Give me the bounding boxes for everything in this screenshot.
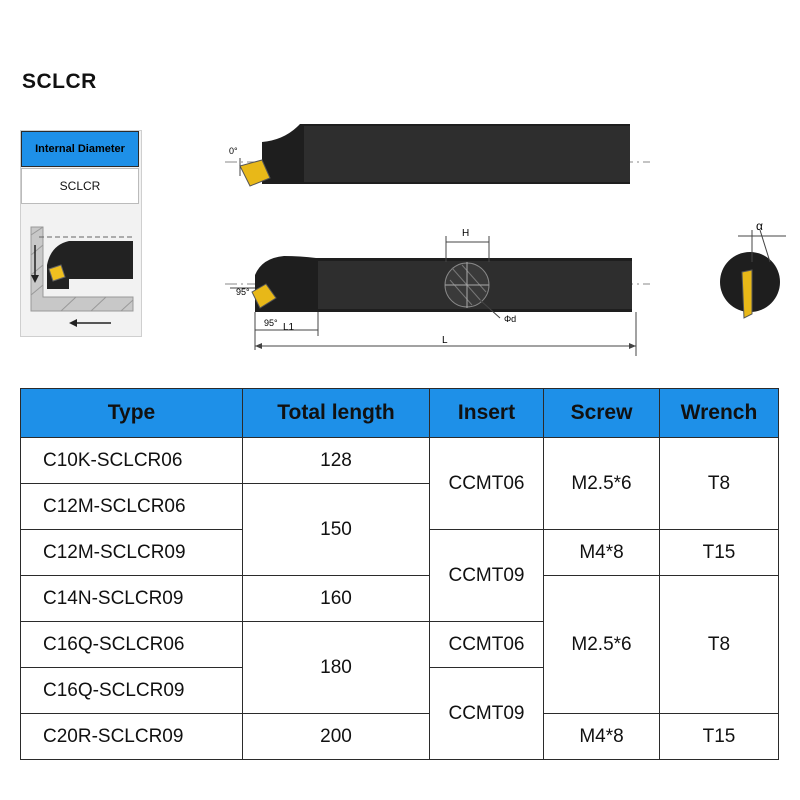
insert-cell: CCMT09 [430,668,544,760]
table-header-row [21,389,779,438]
card-subtitle: SCLCR [21,168,139,204]
page-title: SCLCR [22,70,97,93]
tool-holder-drawing [0,0,800,380]
length-cell: 128 [243,438,430,484]
table-row [21,438,779,484]
card-header: Internal Diameter [21,131,139,167]
wrench-cell: T8 [660,576,779,714]
header-wrench: Wrench [660,389,779,438]
screw-cell: M2.5*6 [544,576,660,714]
h-dimension-label: H [462,228,470,239]
wrench-cell: T15 [660,714,779,760]
diameter-label: Φd [504,314,517,324]
type-cell: C12M-SCLCR09 [21,530,243,576]
type-cell: C16Q-SCLCR09 [21,668,243,714]
type-cell: C20R-SCLCR09 [21,714,243,760]
type-cell: C14N-SCLCR09 [21,576,243,622]
top-angle-label: 0° [229,146,238,156]
screw-cell: M4*8 [544,530,660,576]
table-row [21,576,779,622]
bottom-angle-label: 95° [264,318,278,328]
header-type: Type [21,389,243,438]
side-angle-label: 95° [236,287,250,297]
screw-cell: M2.5*6 [544,438,660,530]
length-cell: 180 [243,622,430,714]
insert-cell: CCMT06 [430,438,544,530]
length-cell: 160 [243,576,430,622]
spec-table [20,388,779,760]
length-cell: 200 [243,714,430,760]
header-screw: Screw [544,389,660,438]
header-total-length: Total length [243,389,430,438]
type-cell: C10K-SCLCR06 [21,438,243,484]
table-row [21,714,779,760]
l1-dimension-label: L1 [283,322,295,333]
screw-cell: M4*8 [544,714,660,760]
type-cell: C16Q-SCLCR06 [21,622,243,668]
alpha-angle-label: α [756,219,763,233]
wrench-cell: T8 [660,438,779,530]
end-view [720,219,786,318]
insert-cell: CCMT06 [430,622,544,668]
top-view [225,124,650,186]
l-dimension-label: L [442,335,448,346]
wrench-cell: T15 [660,530,779,576]
side-view [225,228,650,356]
insert-cell: CCMT09 [430,530,544,622]
length-cell: 150 [243,484,430,576]
header-insert: Insert [430,389,544,438]
type-cell: C12M-SCLCR06 [21,484,243,530]
